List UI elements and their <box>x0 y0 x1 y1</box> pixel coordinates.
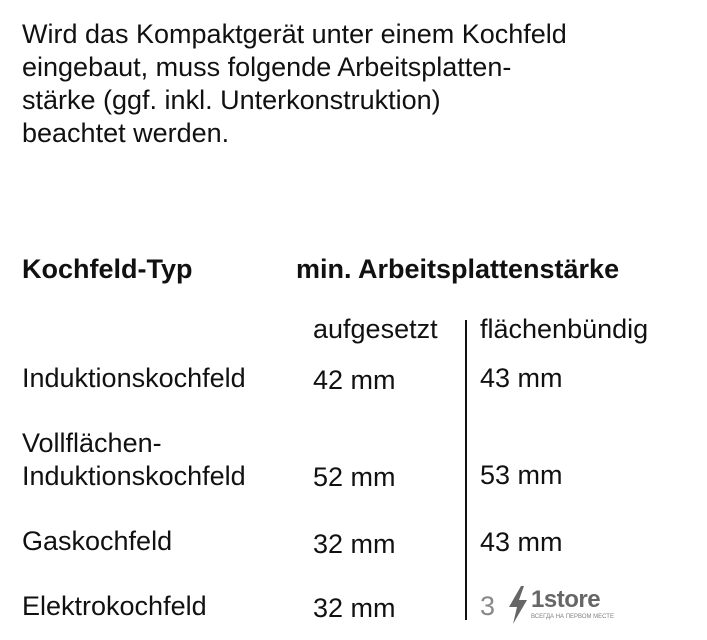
store-watermark <box>503 584 623 628</box>
row-induction-label: Induktionskochfeld <box>22 363 246 393</box>
row-fullsurface-induction-surface-value: 52 mm <box>313 462 396 492</box>
subheader-surface-mounted: aufgesetzt <box>313 314 438 344</box>
row-fullsurface-induction-label: Vollflächen- Induktionskochfeld <box>22 428 246 491</box>
watermark-name: 1store <box>531 586 601 613</box>
column-header-min-thickness: min. Arbeitsplattenstärke <box>296 254 620 284</box>
intro-paragraph: Wird das Kompaktgerät unter einem Kochfeld eingebaut, muss folgende Arbeitsplatten- stärke (ggf. inkl. Unterkonstruktion) beachtet werden. <box>22 19 567 148</box>
row-fullsurface-induction-flush-value: 53 mm <box>480 460 563 490</box>
row-electric-label: Elektrokochfeld <box>22 591 207 621</box>
row-gas-flush-value: 43 mm <box>480 527 563 557</box>
lightning-bolt-icon <box>507 586 529 624</box>
row-induction-flush-value: 43 mm <box>480 363 563 393</box>
row-electric-flush-value: 3 <box>480 591 496 621</box>
subheader-flush-mounted: flächenbündig <box>480 314 649 344</box>
column-divider <box>465 320 467 620</box>
row-gas-label: Gaskochfeld <box>22 526 173 556</box>
column-header-cooktop-type: Kochfeld-Typ <box>22 254 193 284</box>
row-electric-surface-value: 32 mm <box>313 593 396 623</box>
row-gas-surface-value: 32 mm <box>313 529 396 559</box>
watermark-tagline: ВСЕГДА НА ПЕРВОМ МЕСТЕ <box>531 614 614 620</box>
row-induction-surface-value: 42 mm <box>313 365 396 395</box>
